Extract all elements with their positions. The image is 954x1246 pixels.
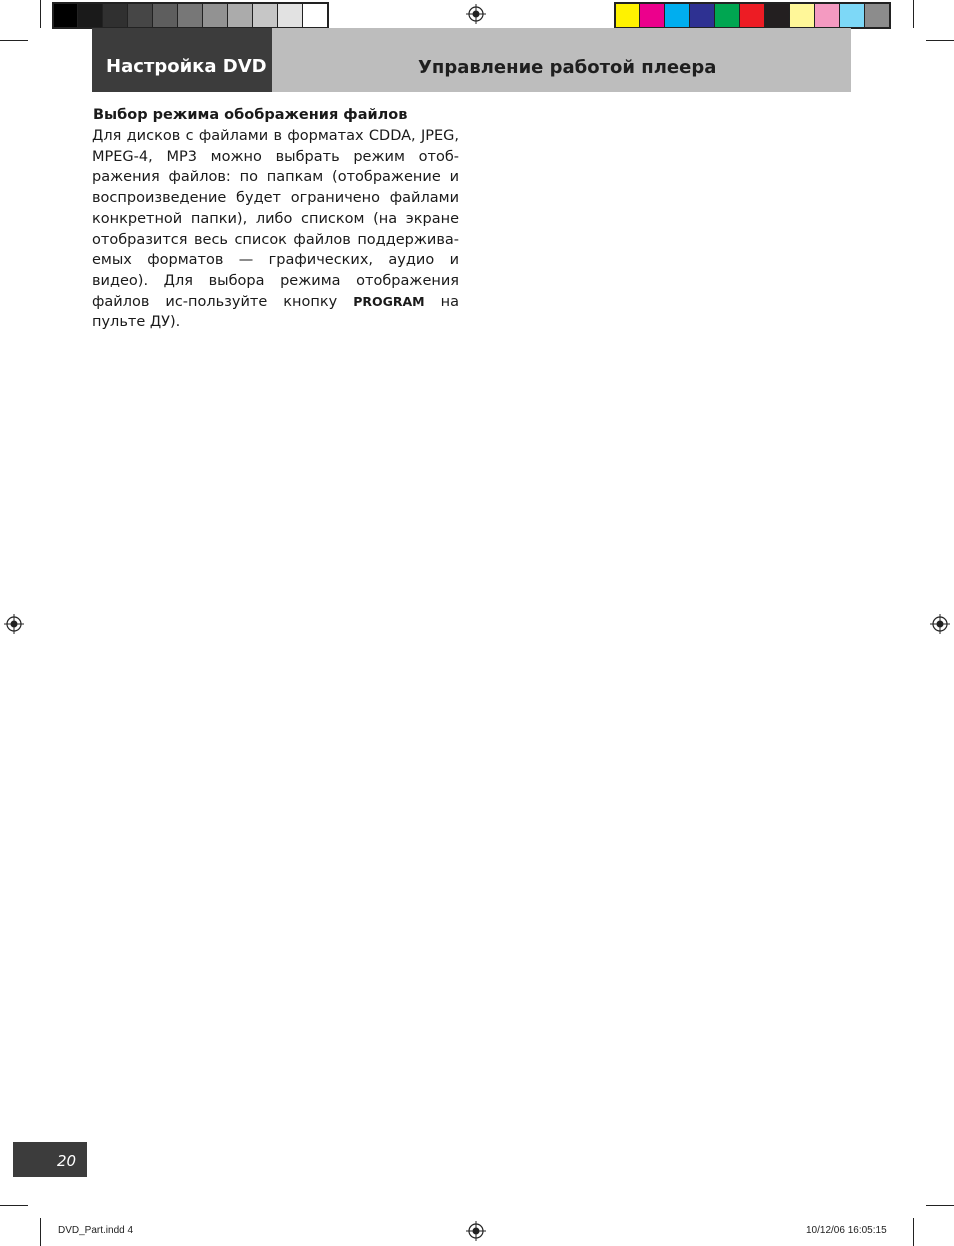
- color-swatch: [790, 3, 815, 28]
- registration-target-icon: [930, 614, 950, 634]
- crop-mark: [913, 0, 914, 28]
- paragraph-text-end: на пульте ДУ).: [92, 293, 459, 331]
- body-paragraph: [92, 126, 459, 333]
- subsection-heading: Выбор режима обображения файлов: [93, 107, 408, 123]
- section-title: Настройка DVD: [106, 56, 267, 77]
- color-swatch: [815, 3, 840, 28]
- page-number: 20: [57, 1152, 77, 1170]
- gray-calibration-bar: [52, 2, 329, 29]
- color-swatch: [640, 3, 665, 28]
- slug-datetime: 10/12/06 16:05:15: [806, 1225, 887, 1236]
- color-swatch: [178, 3, 203, 28]
- color-swatch: [103, 3, 128, 28]
- crop-mark: [40, 1218, 41, 1246]
- registration-target-icon: [466, 4, 486, 24]
- color-swatch: [765, 3, 790, 28]
- crop-mark: [40, 0, 41, 28]
- color-swatch: [303, 3, 328, 28]
- registration-target-icon: [466, 1221, 486, 1241]
- color-swatch: [228, 3, 253, 28]
- color-swatch: [278, 3, 303, 28]
- color-swatch: [203, 3, 228, 28]
- crop-mark: [926, 40, 954, 41]
- color-swatch: [740, 3, 765, 28]
- crop-mark: [913, 1218, 914, 1246]
- color-swatch: [153, 3, 178, 28]
- program-button-name: PROGRAM: [353, 293, 425, 309]
- color-swatch: [78, 3, 103, 28]
- color-swatch: [715, 3, 740, 28]
- slug-filename: DVD_Part.indd 4: [58, 1225, 134, 1236]
- chapter-title: Управление работой плеера: [418, 57, 717, 78]
- color-calibration-bar: [614, 2, 891, 29]
- color-swatch: [865, 3, 890, 28]
- crop-mark: [0, 1205, 28, 1206]
- color-swatch: [53, 3, 78, 28]
- color-swatch: [128, 3, 153, 28]
- color-swatch: [690, 3, 715, 28]
- color-swatch: [253, 3, 278, 28]
- crop-mark: [0, 40, 28, 41]
- color-swatch: [840, 3, 865, 28]
- paragraph-text: Для дисков с файлами в форматах CDDA, JPEG, MPEG-4, MP3 можно выбрать режим отоб-ражения файлов: по папкам (отображение и воспроизведение будет ограничено файлами конкретной папки), либо списком (на экране отобразится весь список файлов поддержива-емых форматов — графических, аудио и видео). Для выбора режима отображения файлов ис-пользуйте кнопку: [92, 128, 459, 310]
- color-swatch: [665, 3, 690, 28]
- color-swatch: [615, 3, 640, 28]
- registration-target-icon: [4, 614, 24, 634]
- crop-mark: [926, 1205, 954, 1206]
